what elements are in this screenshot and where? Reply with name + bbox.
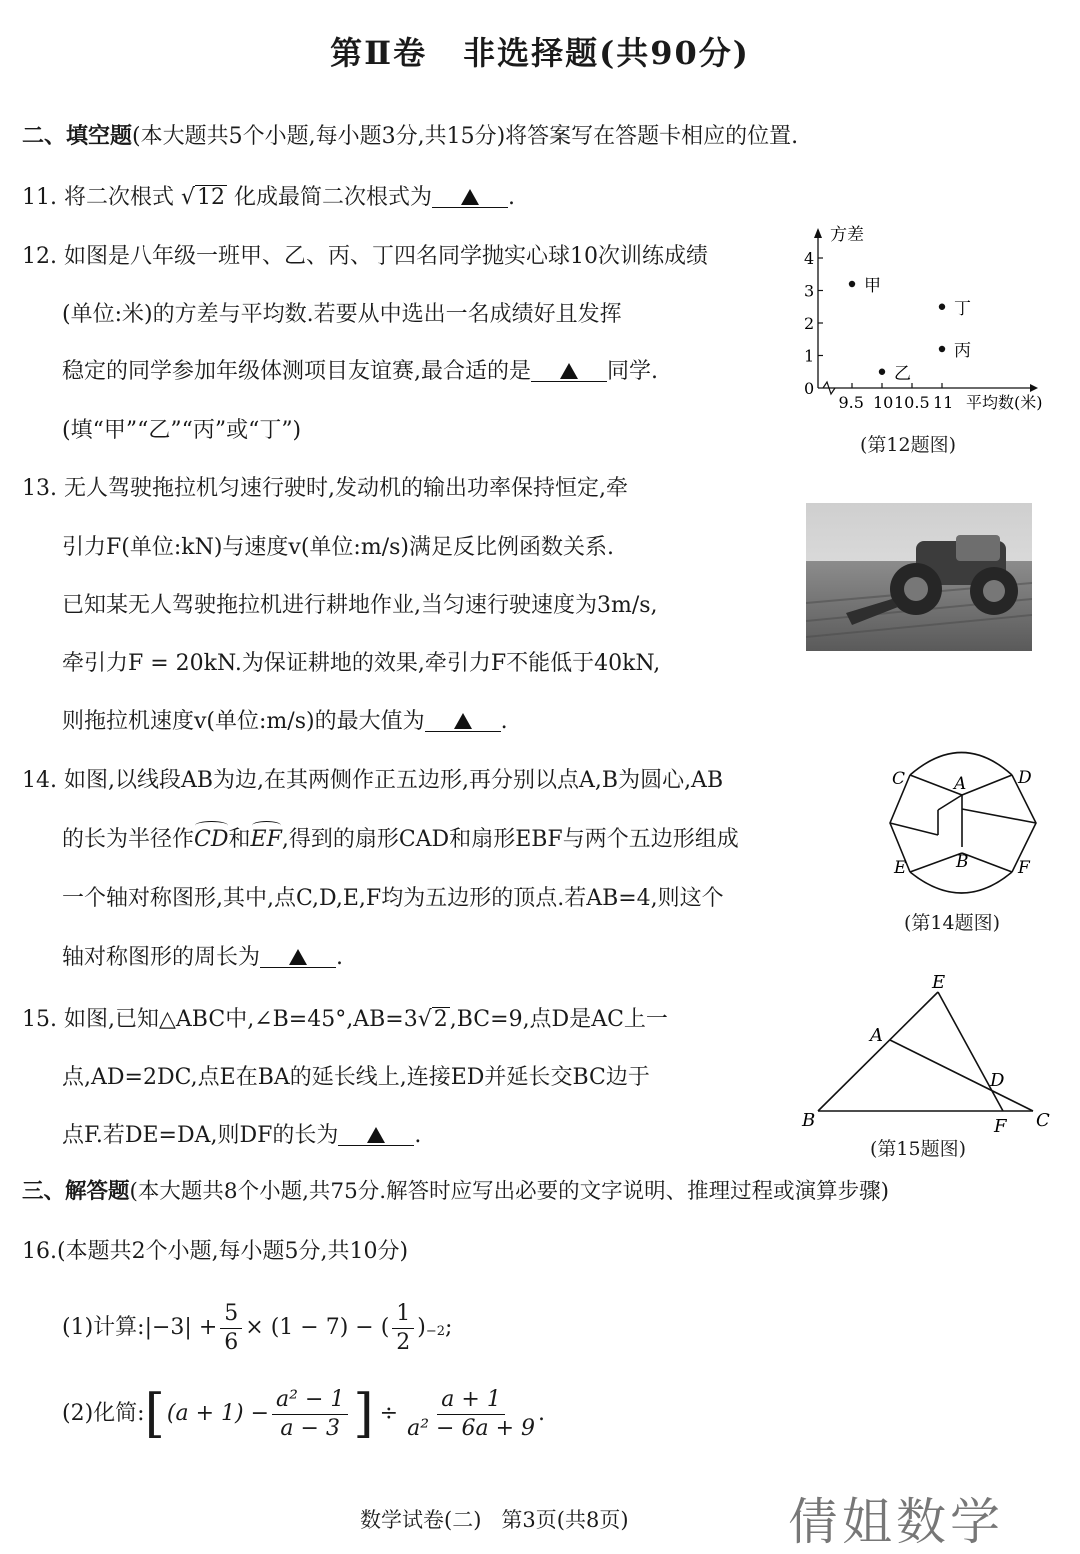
arc-cd-shape	[910, 753, 1012, 776]
triangle-icon	[454, 713, 472, 729]
numerator: a + 1	[437, 1386, 505, 1415]
section3-heading	[22, 1177, 889, 1207]
denominator: 2	[396, 1329, 411, 1355]
q13-line5-end: .	[500, 709, 508, 734]
point-label: 丙	[954, 341, 971, 361]
label-c: C	[892, 769, 906, 789]
q13-line4: 牵引力F = 20kN.为保证耕地的效果,牵引力F不能低于40kN,	[62, 651, 661, 676]
section2-label: 二、填空题	[22, 123, 133, 149]
numerator: 1	[392, 1300, 414, 1329]
question-11: 11. 将二次根式 √12 化成最简二次根式为 .	[22, 185, 516, 210]
triangle-icon	[367, 1127, 385, 1143]
numerator: a² − 1	[272, 1386, 348, 1415]
section3-label: 三、解答题	[22, 1179, 130, 1204]
q16-p2-end: .	[538, 1401, 545, 1426]
answer-blank-13	[425, 707, 501, 732]
label-d: D	[990, 1070, 1005, 1091]
x-tick-label: 11	[933, 393, 954, 412]
x-tick-label: 10.5	[894, 393, 930, 412]
q12-line2: (单位:米)的方差与平均数.若要从中选出一名成绩好且发挥	[62, 302, 622, 327]
q14-line4-text: 轴对称图形的周长为	[62, 945, 261, 970]
q11-end: .	[508, 185, 516, 210]
q12-scatter-chart	[790, 218, 1075, 418]
side-ac	[890, 1040, 1033, 1111]
q15-line1: 15. 如图,已知△ABC中,∠B=45°,AB=3√2,BC=9,点D是AC上一	[22, 1007, 668, 1032]
q14-line2	[62, 825, 739, 855]
q16-heading: 16.(本题共2个小题,每小题5分,共10分)	[22, 1239, 409, 1264]
label-e: E	[932, 972, 946, 993]
right-bracket: ]	[353, 1384, 374, 1444]
fraction-5-6	[220, 1300, 242, 1357]
segment	[938, 795, 962, 810]
y-tick-label: 2	[804, 314, 815, 333]
triangle-icon	[560, 363, 578, 379]
answer-blank-11	[432, 183, 508, 208]
label-b: B	[802, 1110, 816, 1131]
q11-radicand: 12	[197, 185, 225, 210]
fraction-1-2	[392, 1300, 414, 1357]
radius-ad	[962, 775, 1012, 795]
q14-line1: 14. 如图,以线段AB为边,在其两侧作正五边形,再分别以点A,B为圆心,AB	[22, 768, 724, 793]
radius-be	[910, 853, 962, 872]
exponent: −2	[425, 1324, 446, 1339]
answer-blank-15	[338, 1121, 414, 1146]
volume-subtitle: 非选择题(共90分)	[463, 34, 750, 72]
q16-p1-text: (1)计算:|−3| +	[62, 1315, 218, 1340]
data-point	[849, 281, 855, 287]
y-tick-label: 1	[804, 346, 815, 366]
segment	[962, 809, 1036, 823]
q14-line4	[62, 943, 343, 973]
x-axis-arrow	[1030, 384, 1038, 392]
section2-heading	[22, 121, 798, 152]
q16-part1	[62, 1296, 452, 1360]
q16-p2-text: (2)化简:	[62, 1401, 145, 1426]
data-point	[879, 369, 885, 375]
data-point	[939, 304, 945, 310]
q15-line1-text: 15. 如图,已知△ABC中,∠B=45°,AB=3	[22, 1007, 418, 1032]
q16-part2	[62, 1384, 545, 1444]
triangle-icon	[461, 189, 479, 205]
y-axis-arrow	[814, 228, 822, 238]
page-title	[0, 28, 1080, 74]
data-point	[939, 346, 945, 352]
x-tick-label: 10	[873, 393, 894, 412]
arc-ef-shape	[910, 872, 1012, 893]
y-tick-label: 4	[804, 249, 815, 268]
label-c: C	[1036, 1110, 1050, 1131]
section3-desc: (本大题共8个小题,共75分.解答时应写出必要的文字说明、推理过程或演算步骤)	[129, 1179, 890, 1204]
y-tick-label: 0	[804, 379, 815, 398]
section2-desc: (本大题共5个小题,每小题3分,共15分)将答案写在答题卡相应的位置.	[132, 124, 799, 149]
triangle-icon	[289, 949, 307, 965]
x-tick-label: 9.5	[838, 393, 864, 412]
point-label: 丁	[954, 298, 971, 319]
label-f: F	[994, 1116, 1007, 1137]
q14-line2-and: 和	[228, 827, 251, 852]
q13-line1: 13. 无人驾驶拖拉机匀速行驶时,发动机的输出功率保持恒定,牵	[22, 476, 628, 501]
answer-blank-14	[260, 943, 336, 968]
q12-line4: (填“甲”“乙”“丙”或“丁”)	[62, 418, 302, 443]
q14-line4-end: .	[336, 945, 344, 970]
q15-line1-rest: ,BC=9,点D是AC上一	[449, 1007, 668, 1032]
arc-cd: CD	[194, 825, 228, 855]
y-tick-label: 3	[804, 281, 815, 301]
label-a: A	[870, 1025, 883, 1046]
segment	[890, 823, 938, 835]
q12-line3	[62, 357, 658, 387]
watermark: 倩姐数学	[788, 1493, 1004, 1551]
q14-line2-rest: ,得到的扇形CAD和扇形EBF与两个五边形组成	[281, 827, 739, 852]
denominator: a² − 6a + 9	[407, 1415, 535, 1441]
page-footer: 数学试卷(二) 第3页(共8页)	[360, 1508, 629, 1532]
q11-text: 11. 将二次根式	[22, 185, 174, 210]
fraction-a2-1	[272, 1386, 348, 1443]
q13-line3: 已知某无人驾驶拖拉机进行耕地作业,当匀速行驶速度为3m/s,	[62, 593, 658, 618]
label-f: F	[1018, 858, 1030, 878]
denominator: a − 3	[280, 1415, 340, 1441]
q16-p2-term: (a + 1) −	[166, 1401, 270, 1426]
q14-line3: 一个轴对称图形,其中,点C,D,E,F均为五边形的顶点.若AB=4,则这个	[62, 886, 724, 911]
q13-line5-text: 则拖拉机速度v(单位:m/s)的最大值为	[62, 709, 425, 734]
line-be	[818, 992, 938, 1111]
label-a: A	[954, 774, 967, 794]
q13-line2: 引力F(单位:kN)与速度v(单位:m/s)满足反比例函数关系.	[62, 535, 614, 560]
divide-sign: ÷	[379, 1401, 399, 1426]
denominator: 6	[224, 1329, 239, 1355]
q12-caption: (第12题图)	[860, 434, 957, 456]
y-axis-label: 方差	[830, 225, 864, 245]
q15-line2: 点,AD=2DC,点E在BA的延长线上,连接ED并延长交BC边于	[62, 1065, 650, 1090]
volume-title: 第Ⅱ卷	[330, 34, 428, 72]
q16-p1-mid: × (1 − 7) − (	[245, 1315, 390, 1340]
q13-line5	[62, 707, 508, 737]
q14-line2-text: 的长为半径作	[62, 827, 195, 852]
q14-pentagon-figure	[880, 742, 1050, 912]
tractor-photo	[806, 503, 1032, 651]
point-label: 甲	[864, 276, 881, 296]
q16-p1-close: )	[417, 1315, 426, 1340]
q11-text-post: 化成最简二次根式为	[234, 185, 433, 210]
q14-caption: (第14题图)	[904, 912, 1001, 934]
line-ef	[938, 992, 1003, 1111]
label-e: E	[894, 858, 907, 878]
point-label: 乙	[894, 363, 911, 384]
q12-line3-text: 稳定的同学参加年级体测项目友谊赛,最合适的是	[62, 359, 531, 384]
label-d: D	[1018, 768, 1032, 788]
arc-ef: EF	[251, 825, 282, 855]
fraction-a1	[407, 1386, 535, 1443]
radius-bf	[962, 853, 1012, 872]
q15-line3-end: .	[414, 1123, 422, 1148]
left-bracket: [	[144, 1384, 165, 1444]
q15-caption: (第15题图)	[870, 1138, 967, 1160]
x-axis-label: 平均数(米)	[966, 393, 1043, 412]
q15-triangle-figure	[790, 968, 1060, 1138]
q15-radicand: 2	[433, 1007, 448, 1032]
label-b: B	[956, 852, 969, 872]
q12-line1: 12. 如图是八年级一班甲、乙、丙、丁四名同学抛实心球10次训练成绩	[22, 244, 708, 269]
q12-line3-end: 同学.	[607, 359, 658, 384]
numerator: 5	[220, 1300, 242, 1329]
q15-line3	[62, 1121, 421, 1151]
q16-p1-end: ;	[445, 1315, 453, 1340]
q15-line3-text: 点F.若DE=DA,则DF的长为	[62, 1123, 339, 1148]
answer-blank-12	[531, 357, 607, 382]
